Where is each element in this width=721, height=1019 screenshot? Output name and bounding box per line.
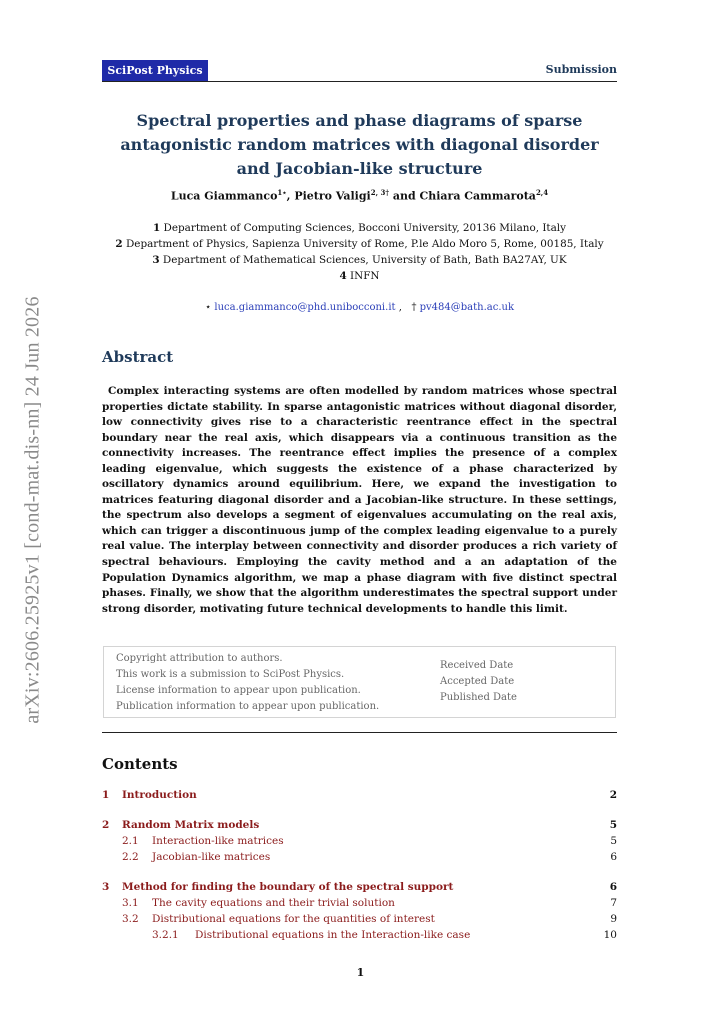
copyright-info: Copyright attribution to authors. This work is a submission to SciPost Physics. License information to appear upon publication. Publication information to appear upon publication. [116,653,380,712]
toc-link: Interaction-like matrices [152,835,284,847]
toc-entry[interactable]: 3.1 The cavity equations and their trivial solution 7 [122,897,617,909]
affiliation-line: 4 INFN [339,270,380,282]
affiliation-line: 3 Department of Mathematical Sciences, University of Bath, Bath BA27AY, UK [152,254,567,266]
author-affiliation-mark: 2,4 [535,188,549,197]
toc-link: Jacobian-like matrices [152,851,271,863]
affiliation-list [100,220,619,284]
page-number: 1 [356,966,365,979]
author-affiliation-mark: 1⋆ [277,188,287,197]
toc-entry[interactable]: 3.2.1 Distributional equations in the Interaction-like case 10 [152,929,617,941]
author-list: Luca Giammanco$^{1⋆}$, Pietro Valigi$^{2, 3\dagger}$ and Chiara Cammarota$^{2,4}$ [170,188,549,203]
toc-entry[interactable]: 3 Method for finding the boundary of the spectral support 6 [102,881,617,893]
contents-heading: Contents [102,755,178,773]
email-link[interactable]: luca.giammanco@phd.unibocconi.it [214,302,396,313]
toc-entry[interactable]: 3.2 Distributional equations for the quantities of interest 9 [122,913,617,925]
toc-entry[interactable]: 2 Random Matrix models 5 [102,819,617,831]
submission-label: Submission [545,63,617,76]
journal-badge: SciPost Physics [102,60,208,81]
toc-link: The cavity equations and their trivial solution [152,897,395,909]
star-mark: ⋆ [204,302,212,313]
author-name: Chiara Cammarota [419,189,536,203]
author-name: Luca Giammanco [170,189,278,203]
affiliation-line: 2 Department of Physics, Sapienza University of Rome, P.le Aldo Moro 5, Rome, 00185, Italy [115,238,604,250]
toc-link: Random Matrix models [122,819,260,831]
contents-rule [102,732,617,733]
publication-dates: Received Date Accepted Date Published Date [440,660,517,703]
toc-link: Method for finding the boundary of the spectral support [122,881,454,893]
toc-entry[interactable]: 2.2 Jacobian-like matrices 6 [122,851,617,863]
author-name: Pietro Valigi [294,189,371,203]
paper-title: Spectral properties and phase diagrams of sparse antagonistic random matrices with diagonal disorder and Jacobian-like structure [120,111,599,178]
dagger-mark: † [411,302,417,313]
abstract-text: Complex interacting systems are often modelled by random matrices whose spectral properties dictate stability. In sparse antagonistic matrices without diagonal disorder, low connectivity gives rise to a characteristic reentrance effect in the spectral boundary near the real axis, which disappears via a continuous transition as the connectivity increases. The reentrance effect implies the presence of a complex leading eigenvalue, which suggests the existence of a phase characterized by oscillatory dynamics around equilibrium. Here, we expand the investigation to matrices featuring diagonal disorder and a Jacobian-like structure. In these settings, the spectrum also develops a segment of eigenvalues accumulating on the real axis, which can trigger a discontinuous jump of the complex leading eigenvalue to a purely real value. The interplay between connectivity and disorder produces a rich variety of spectral behaviours. Employing the cavity method and a an adaptation of the Population Dynamics algorithm, we map a phase diagram with five distinct spectral phases. Finally, we show that the algorithm underestimates the spectral support under strong disorder, motivating future technical developments to handle this limit. [102,385,617,615]
header-rule [102,81,617,82]
toc-entry[interactable]: 2.1 Interaction-like matrices 5 [122,835,617,847]
toc-link: Distributional equations for the quantities of interest [152,913,435,925]
toc-link: Introduction [122,789,197,801]
arxiv-identifier: arXiv:2606.25925v1 [cond-mat.dis-nn] 24 Jun 2026 [21,296,44,724]
abstract-heading: Abstract [102,348,174,366]
toc-entry[interactable]: 1 Introduction 2 [102,789,617,801]
toc-link: Distributional equations in the Interaction-like case [195,929,471,941]
email-link[interactable]: pv484@bath.ac.uk [419,302,515,313]
contact-emails: ⋆ luca.giammanco@phd.unibocconi.it , † pv484@bath.ac.uk [204,302,515,313]
affiliation-line: 1 Department of Computing Sciences, Bocconi University, 20136 Milano, Italy [153,222,566,234]
author-affiliation-mark: 2, 3† [370,188,389,197]
